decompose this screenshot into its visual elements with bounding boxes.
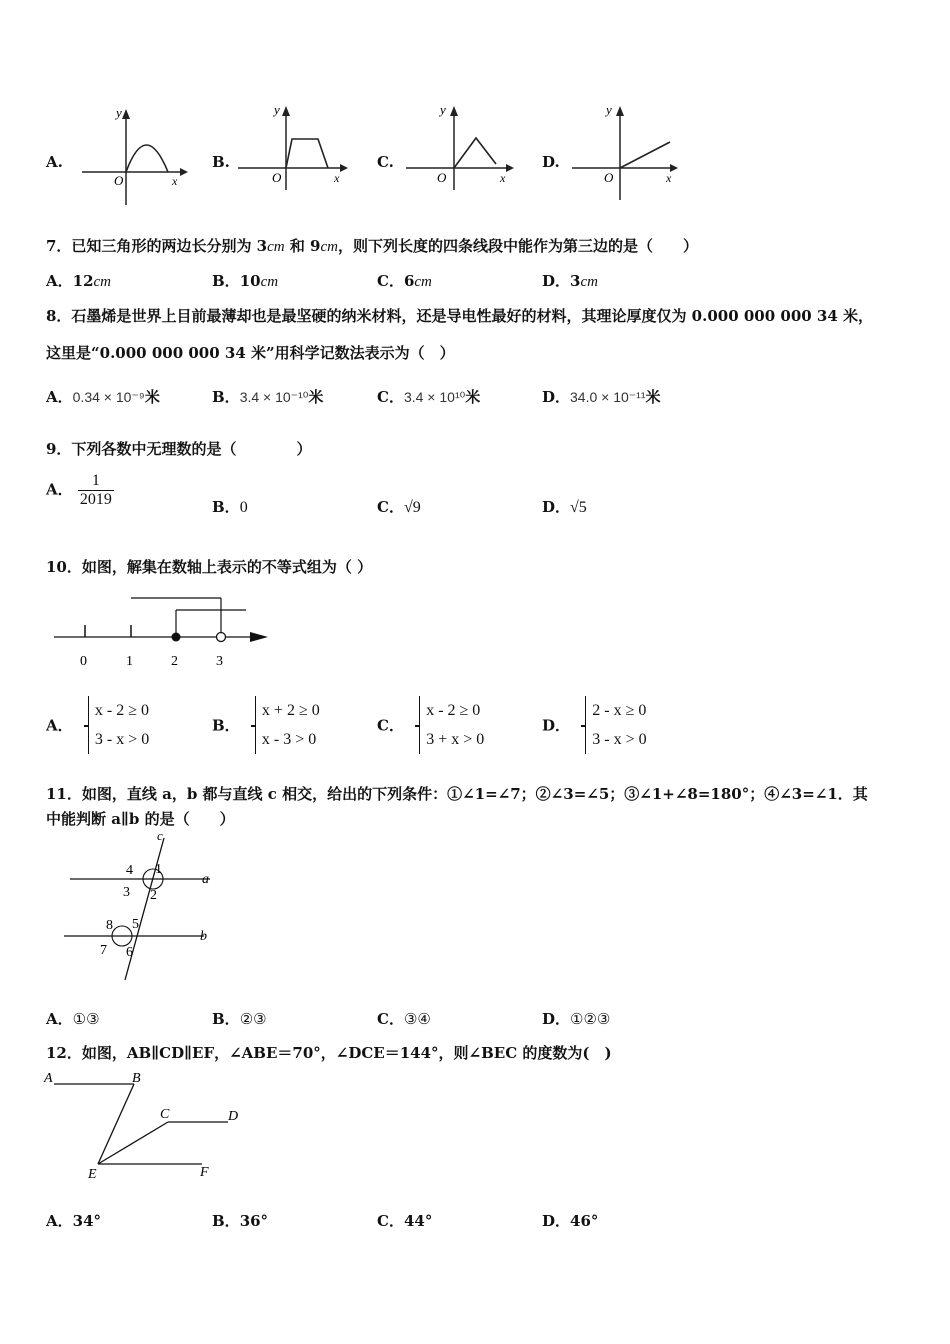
q6-a-x: x xyxy=(172,174,178,188)
q10-tick-0: 0 xyxy=(80,654,87,669)
q6-graph-b xyxy=(236,102,351,192)
q6-a-origin: O xyxy=(114,173,124,188)
q11-angle-8: 8 xyxy=(106,918,113,933)
q8-stem-line2: 这里是“0.000 000 000 34 米”用科学记数法表示为（ ） xyxy=(46,344,455,362)
q12-option-b[interactable]: B．36° xyxy=(212,1212,269,1230)
q6-c-x: x xyxy=(500,171,506,185)
q11-label-c: c xyxy=(157,828,163,843)
q8-option-b[interactable]: B．3.4 × 10⁻¹⁰米 xyxy=(212,388,324,406)
q6-c-y: y xyxy=(440,102,446,117)
q11-label-a: a xyxy=(202,872,209,887)
q10-option-b[interactable]: B． x + 2 ≥ 0 x - 3 > 0 xyxy=(212,696,320,754)
q12-option-a[interactable]: A．34° xyxy=(46,1212,102,1230)
q7-option-b[interactable]: B．10cm xyxy=(212,272,279,290)
q7-option-d[interactable]: D．3cm xyxy=(542,272,598,290)
q9-option-c[interactable]: C．√9 xyxy=(377,498,421,516)
q7-option-c[interactable]: C．6cm xyxy=(377,272,432,290)
q11-angle-6: 6 xyxy=(126,945,133,960)
q12-option-d[interactable]: D．46° xyxy=(542,1212,599,1230)
q7-option-a[interactable]: A．12cm xyxy=(46,272,112,290)
q6-option-a-label: A. xyxy=(46,153,63,171)
q11-stem-line1: 11．如图，直线 a，b 都与直线 c 相交，给出的下列条件：①∠1=∠7；②∠3=∠5；③∠1+∠8=180°；④∠3=∠1．其 xyxy=(46,785,868,803)
q6-option-d-label: D. xyxy=(542,153,560,171)
q11-option-a[interactable]: A．①③ xyxy=(46,1010,100,1028)
q6-d-origin: O xyxy=(604,170,614,185)
q6-a-y: y xyxy=(116,105,122,120)
q6-d-x: x xyxy=(666,171,672,185)
q10-tick-2: 2 xyxy=(171,654,178,669)
q6-b-origin: O xyxy=(272,170,282,185)
q11-stem-line2: 中能判断 a∥b 的是（ ） xyxy=(46,810,235,828)
q9-fraction: $\frac{1}{2019}$ xyxy=(79,472,112,508)
q10-stem: 10．如图，解集在数轴上表示的不等式组为（ ） xyxy=(46,558,373,576)
q8-option-d[interactable]: D．34.0 × 10⁻¹¹米 xyxy=(542,388,661,406)
q8-option-c[interactable]: C．3.4 × 10¹⁰米 xyxy=(377,388,481,406)
q11-angle-1: 1 xyxy=(155,862,162,877)
q8-option-a[interactable]: A．0.34 × 10⁻⁹米 xyxy=(46,388,160,406)
q6-option-b-label: B. xyxy=(212,153,230,171)
q6-c-origin: O xyxy=(437,170,447,185)
q7-stem: 7．已知三角形的两边长分别为 3cm 和 9cm，则下列长度的四条线段中能作为第三边的是（ ） xyxy=(46,237,699,255)
q9-option-b[interactable]: B．0 xyxy=(212,498,248,516)
q10-tick-1: 1 xyxy=(126,654,133,669)
q12-figure xyxy=(40,1068,260,1183)
q12-label-f: F xyxy=(200,1165,209,1180)
q6-option-c-label: C. xyxy=(377,153,394,171)
q12-stem: 12．如图，AB∥CD∥EF，∠ABE＝70°，∠DCE＝144°，则∠BEC 的度数为( ) xyxy=(46,1044,612,1062)
q10-option-d[interactable]: D． 2 - x ≥ 0 3 - x > 0 xyxy=(542,696,647,754)
q12-option-c[interactable]: C．44° xyxy=(377,1212,433,1230)
q11-label-b: b xyxy=(200,929,207,944)
q11-angle-2: 2 xyxy=(150,888,157,903)
q12-label-a: A xyxy=(44,1071,53,1086)
q11-angle-7: 7 xyxy=(100,943,107,958)
q10-tick-3: 3 xyxy=(216,654,223,669)
q12-label-b: B xyxy=(132,1071,141,1086)
q11-option-b[interactable]: B．②③ xyxy=(212,1010,267,1028)
q11-option-c[interactable]: C．③④ xyxy=(377,1010,431,1028)
q11-option-d[interactable]: D．①②③ xyxy=(542,1010,611,1028)
q12-label-c: C xyxy=(160,1107,170,1122)
q8-stem-line1: 8．石墨烯是世界上目前最薄却也是最坚硬的纳米材料，还是导电性最好的材料，其理论厚度仅为 0.000 000 000 34 米， xyxy=(46,307,874,325)
q11-angle-5: 5 xyxy=(132,917,139,932)
q11-angle-4: 4 xyxy=(126,863,133,878)
q9-option-d[interactable]: D．√5 xyxy=(542,498,587,516)
q6-b-x: x xyxy=(334,171,340,185)
q11-angle-3: 3 xyxy=(123,885,130,900)
q12-label-d: D xyxy=(228,1109,239,1124)
q9-option-a[interactable]: A． $\frac{1}{2019}$ xyxy=(46,472,112,508)
q10-option-a[interactable]: A． x - 2 ≥ 0 3 - x > 0 xyxy=(46,696,149,754)
q6-graph-d xyxy=(570,102,682,202)
q6-graph-a xyxy=(80,105,190,210)
q6-b-y: y xyxy=(274,102,280,117)
q6-d-y: y xyxy=(606,102,612,117)
q6-graph-c xyxy=(404,102,516,192)
q10-number-line xyxy=(50,595,280,675)
q10-option-c[interactable]: C． x - 2 ≥ 0 3 + x > 0 xyxy=(377,696,484,754)
q11-figure xyxy=(60,828,220,988)
q12-label-e: E xyxy=(88,1167,97,1182)
q9-stem: 9．下列各数中无理数的是（ ） xyxy=(46,440,312,458)
